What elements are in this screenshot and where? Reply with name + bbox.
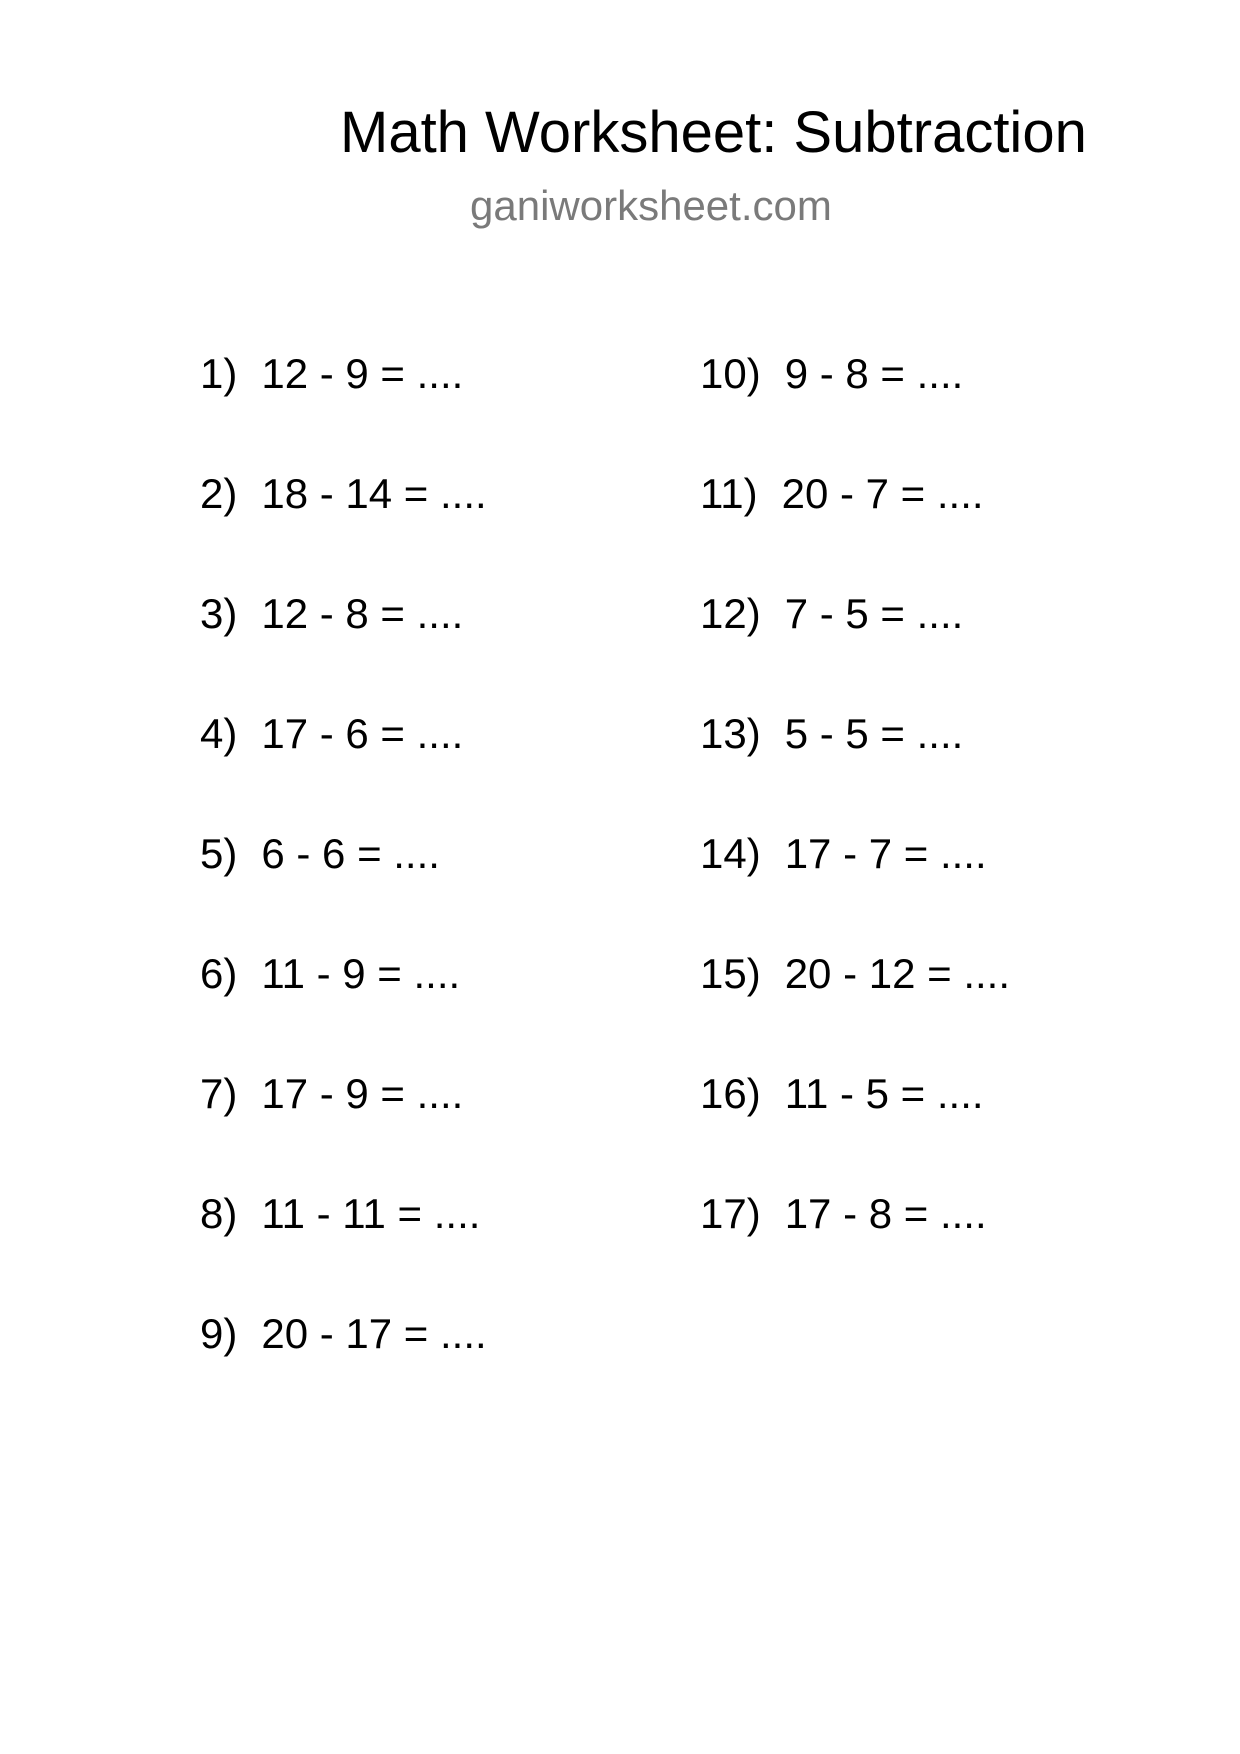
- problem-number: 11): [700, 470, 758, 517]
- problem-item: [700, 584, 1010, 704]
- problem-number: 5): [200, 830, 238, 877]
- problem-item: [700, 944, 1010, 1064]
- problem-item: [700, 704, 1010, 824]
- problem-expression: 12 - 8 = ....: [261, 590, 464, 637]
- problem-item: [200, 824, 487, 944]
- problem-expression: 6 - 6 = ....: [261, 830, 440, 877]
- problem-number: 6): [200, 950, 238, 997]
- problem-number: 2): [200, 470, 238, 517]
- problem-expression: 11 - 9 = ....: [261, 950, 461, 997]
- problem-item: [200, 1064, 487, 1184]
- problem-item: [200, 464, 487, 584]
- problem-number: 15): [700, 950, 761, 997]
- problem-expression: 17 - 9 = ....: [261, 1070, 464, 1117]
- problem-number: 14): [700, 830, 761, 877]
- problem-list-right: [700, 344, 1010, 1304]
- problem-expression: 17 - 6 = ....: [261, 710, 464, 757]
- problem-expression: 11 - 5 = ....: [784, 1070, 984, 1117]
- problem-expression: 20 - 12 = ....: [784, 950, 1011, 997]
- problem-item: [200, 344, 487, 464]
- problem-number: 12): [700, 590, 761, 637]
- problem-number: 3): [200, 590, 238, 637]
- problem-expression: 11 - 11 = ....: [261, 1190, 481, 1237]
- problem-expression: 17 - 7 = ....: [784, 830, 987, 877]
- problem-number: 4): [200, 710, 238, 757]
- problem-item: [200, 1304, 487, 1424]
- problem-item: [700, 464, 1010, 584]
- page-title: Math Worksheet: Subtraction: [340, 100, 1087, 165]
- problem-item: [200, 584, 487, 704]
- problem-item: [700, 344, 1010, 464]
- problem-list-left: [200, 344, 487, 1424]
- problem-expression: 7 - 5 = ....: [784, 590, 964, 637]
- problem-number: 9): [200, 1310, 238, 1357]
- problem-item: [700, 1184, 1010, 1304]
- problem-item: [200, 944, 487, 1064]
- problem-item: [200, 1184, 487, 1304]
- problem-expression: 18 - 14 = ....: [261, 470, 487, 517]
- problem-item: [200, 704, 487, 824]
- problem-number: 7): [200, 1070, 238, 1117]
- problem-number: 13): [700, 710, 761, 757]
- problem-number: 10): [700, 350, 761, 397]
- problem-expression: 17 - 8 = ....: [784, 1190, 987, 1237]
- problem-number: 16): [700, 1070, 761, 1117]
- problem-item: [700, 824, 1010, 944]
- problem-item: [700, 1064, 1010, 1184]
- site-url: ganiworksheet.com: [470, 182, 832, 229]
- problem-expression: 12 - 9 = ....: [261, 350, 464, 397]
- problem-expression: 20 - 7 = ....: [781, 470, 984, 517]
- problem-expression: 5 - 5 = ....: [784, 710, 964, 757]
- problem-expression: 9 - 8 = ....: [784, 350, 964, 397]
- problem-number: 8): [200, 1190, 238, 1237]
- problem-number: 17): [700, 1190, 761, 1237]
- problem-number: 1): [200, 350, 238, 397]
- problem-expression: 20 - 17 = ....: [261, 1310, 487, 1357]
